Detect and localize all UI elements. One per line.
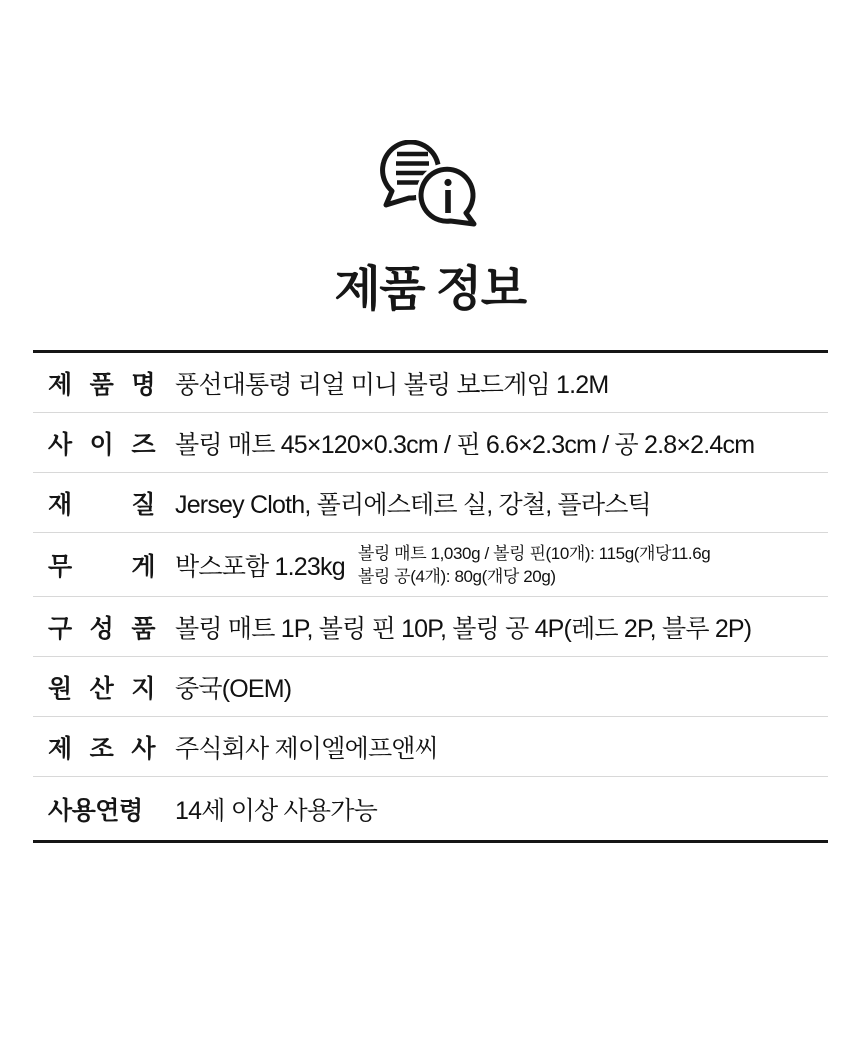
spec-row-components: [33, 597, 828, 657]
page-title: 제품 정보: [334, 263, 526, 316]
spec-label-weight: 무 게: [48, 552, 155, 581]
spec-value-manufacturer: 주식회사 제이엘에프앤씨: [175, 734, 438, 763]
product-info-header: [0, 0, 860, 314]
spec-row-age: [33, 777, 828, 840]
spec-row-product-name: [33, 353, 828, 413]
spec-value-material: Jersey Cloth, 폴리에스테르 실, 강철, 플라스틱: [175, 490, 651, 519]
spec-value-product-name: 풍선대통령 리얼 미니 볼링 보드게임 1.2M: [175, 370, 609, 399]
spec-row-size: [33, 413, 828, 473]
spec-label-components: 구 성 품: [48, 614, 155, 643]
spec-value-age: 14세 이상 사용가능: [175, 796, 377, 825]
weight-detail-line-1: 볼링 매트 1,030g / 볼링 핀(10개): 115g(개당11.6g: [357, 543, 711, 563]
spec-label-origin: 원 산 지: [48, 674, 155, 703]
spec-label-material: 재 질: [48, 490, 155, 519]
spec-row-weight: [33, 533, 828, 597]
spec-label-manufacturer: 제 조 사: [48, 734, 155, 763]
spec-label-product-name: 제 품 명: [48, 370, 155, 399]
spec-label-age: 사용연령: [48, 796, 143, 825]
spec-subvalue-weight-detail: [358, 542, 711, 588]
spec-value-components: 볼링 매트 1P, 볼링 핀 10P, 볼링 공 4P(레드 2P, 블루 2P): [175, 614, 752, 643]
weight-detail-line-2: 볼링 공(4개): 80g(개당 20g): [357, 566, 556, 586]
chat-info-icon: [379, 140, 481, 228]
spec-row-origin: [33, 657, 828, 717]
spec-value-origin: 중국(OEM): [175, 674, 292, 703]
spec-label-size: 사 이 즈: [48, 430, 155, 459]
spec-row-material: [33, 473, 828, 533]
spec-value-size: 볼링 매트 45×120×0.3cm / 핀 6.6×2.3cm / 공 2.8×2.4cm: [175, 430, 755, 459]
product-spec-table: [33, 350, 828, 843]
spec-row-manufacturer: [33, 717, 828, 777]
spec-value-weight: 박스포함 1.23kg: [175, 552, 345, 581]
